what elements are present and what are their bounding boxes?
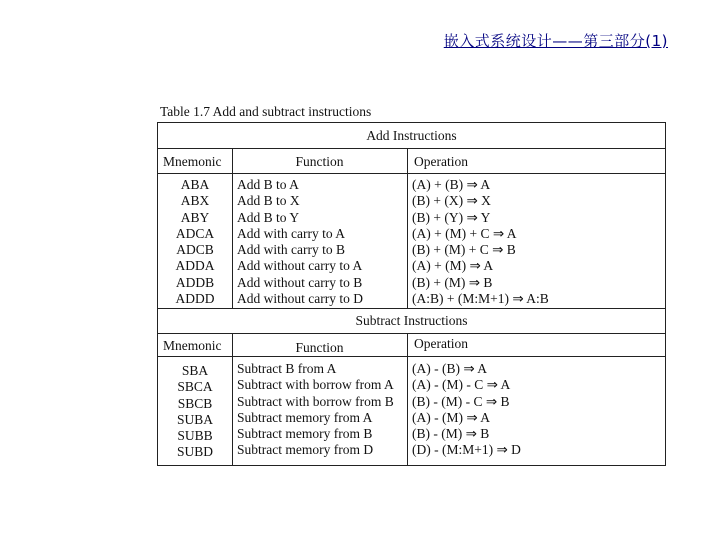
table-cell: SUBB: [177, 428, 213, 444]
sub-col-function: Function: [295, 340, 344, 355]
table-cell: (A) - (B) ⇒ A: [412, 361, 488, 376]
table-cell: (A) - (M) - C ⇒ A: [412, 377, 511, 393]
table-cell: SUBD: [176, 444, 213, 460]
table-cell: (B) - (M) ⇒ B: [412, 426, 490, 442]
add-section-title: Add Instructions: [366, 128, 457, 143]
table-cell: Add B to X: [237, 193, 300, 209]
table-rule: [158, 173, 665, 174]
table-cell: SBCB: [177, 395, 213, 411]
table-cell: (D) - (M:M+1) ⇒ D: [412, 442, 521, 458]
table-cell: (B) + (M) ⇒ B: [412, 274, 493, 290]
table-cell: ADCB: [176, 242, 214, 258]
table-cell: Subtract memory from D: [237, 442, 374, 458]
add-function-list: [237, 177, 363, 307]
table-cell: ABX: [180, 193, 210, 209]
column-rule: [232, 148, 233, 308]
table-cell: SBCA: [177, 379, 213, 395]
add-col-function: Function: [295, 154, 344, 169]
table-cell: (B) + (M) + C ⇒ B: [412, 242, 516, 258]
table-cell: Subtract B from A: [237, 361, 337, 376]
table-rule: [158, 333, 665, 334]
table-cell: ADDA: [175, 258, 215, 274]
add-mnemonic-list: [158, 177, 232, 307]
column-rule: [407, 148, 408, 308]
table-cell: Subtract with borrow from B: [237, 393, 394, 409]
sub-col-operation: Operation: [414, 336, 468, 351]
table-cell: Add without carry to B: [237, 274, 363, 290]
table-rule: [158, 308, 665, 309]
sub-col-mnemonic: Mnemonic: [163, 338, 222, 353]
table-caption: Table 1.7 Add and subtract instructions: [160, 104, 372, 119]
sub-mnemonic-list: [158, 363, 232, 461]
table-cell: ADCA: [175, 225, 215, 241]
table-cell: Add without carry to D: [237, 291, 363, 307]
table-cell: Add B to Y: [237, 209, 300, 225]
subtract-section-title: Subtract Instructions: [355, 313, 468, 328]
table-cell: (A) + (M) ⇒ A: [412, 258, 494, 274]
table-cell: (A:B) + (M:M+1) ⇒ A:B: [412, 291, 549, 307]
table-cell: Add B to A: [237, 177, 299, 192]
table-cell: SBA: [181, 363, 209, 378]
table-cell: ABA: [180, 177, 210, 192]
table-cell: ADDB: [175, 274, 215, 290]
table-cell: (B) + (Y) ⇒ Y: [412, 209, 491, 225]
table-cell: ADDD: [175, 291, 215, 307]
table-cell: (A) + (B) ⇒ A: [412, 177, 491, 192]
table-cell: SUBA: [176, 411, 213, 427]
table-cell: (A) - (M) ⇒ A: [412, 409, 491, 425]
table-cell: (B) - (M) - C ⇒ B: [412, 393, 510, 409]
add-operation-list: [412, 177, 549, 307]
table-rule: [158, 148, 665, 149]
table-cell: ABY: [180, 209, 210, 225]
table-cell: Subtract with borrow from A: [237, 377, 394, 393]
add-col-operation: Operation: [414, 154, 468, 169]
table-cell: Add with carry to A: [237, 225, 345, 241]
table-cell: Subtract memory from A: [237, 409, 373, 425]
table-cell: (B) + (X) ⇒ X: [412, 193, 491, 209]
table-cell: (A) + (M) + C ⇒ A: [412, 225, 517, 241]
instructions-table: [157, 122, 666, 466]
sub-function-list: [237, 361, 394, 459]
table-cell: Add with carry to B: [237, 242, 345, 258]
table-cell: Add without carry to A: [237, 258, 363, 274]
add-col-mnemonic: Mnemonic: [163, 154, 222, 169]
slide-title-link[interactable]: 嵌入式系统设计——第三部分(1): [443, 32, 668, 50]
sub-operation-list: [412, 361, 521, 459]
column-rule: [407, 333, 408, 465]
table-cell: Subtract memory from B: [237, 426, 373, 442]
